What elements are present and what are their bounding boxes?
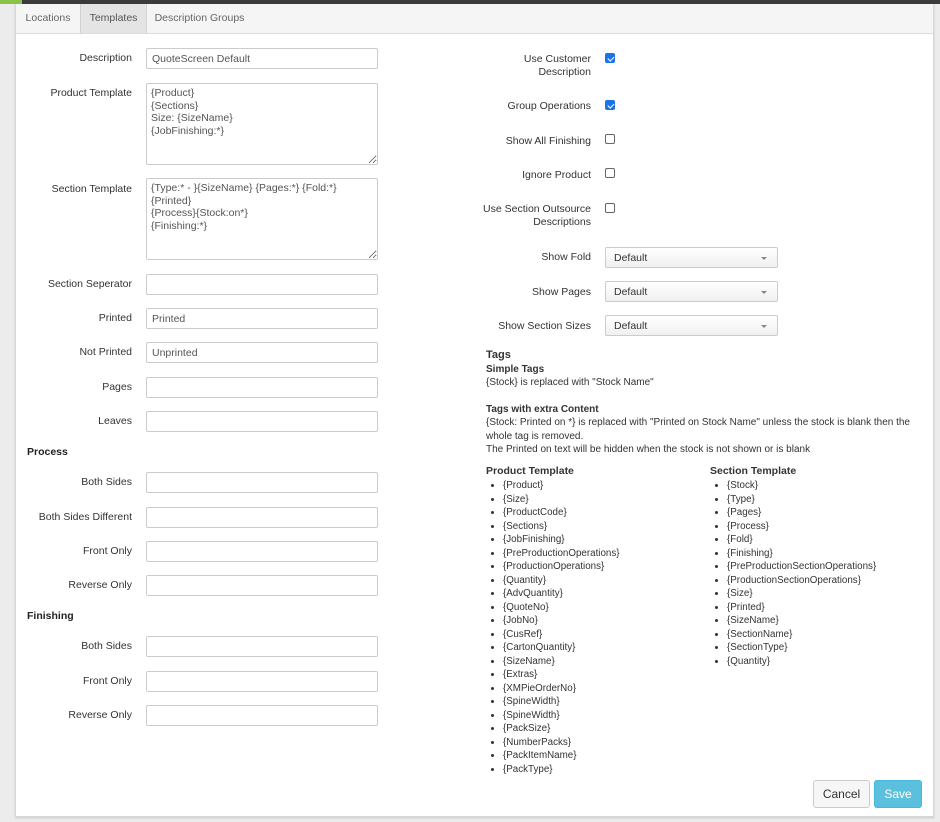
show-all-finishing-label: Show All Finishing (505, 135, 591, 147)
templates-panel (15, 4, 934, 817)
not-printed-label: Not Printed (79, 346, 132, 358)
process-both-sides-input[interactable] (146, 472, 378, 493)
finishing-both-sides-input[interactable] (146, 636, 378, 657)
group-operations-label: Group Operations (507, 100, 591, 112)
section-template-tags-title: Section Template (710, 465, 797, 477)
show-section-sizes-label: Show Section Sizes (498, 320, 591, 332)
show-fold-label: Show Fold (541, 251, 591, 263)
list-item: • {AdvQuantity} (503, 587, 620, 601)
list-item: • {JobNo} (503, 614, 620, 628)
simple-tags-title: Simple Tags (486, 363, 545, 375)
list-item: • {Pages} (727, 506, 876, 520)
process-heading: Process (27, 446, 68, 458)
list-item: • {Size} (727, 587, 876, 601)
finishing-front-only-input[interactable] (146, 671, 378, 692)
finishing-both-sides-label: Both Sides (81, 640, 132, 652)
product-tag-list (486, 479, 620, 776)
section-separator-label: Section Seperator (47, 278, 132, 290)
use-section-outsource-label-line2: Descriptions (533, 216, 591, 228)
finishing-reverse-only-label: Reverse Only (68, 709, 132, 721)
list-item: • {Quantity} (727, 655, 876, 669)
list-item: • {Stock} (727, 479, 876, 493)
product-template-tags-title: Product Template (486, 465, 574, 477)
chevron-down-icon (761, 257, 767, 260)
show-section-sizes-value: Default (614, 320, 648, 332)
list-item: • {ProductionOperations} (503, 560, 620, 574)
tab-templates[interactable]: Templates (80, 4, 147, 33)
list-item: • {Extras} (503, 668, 620, 682)
section-template-tags (710, 465, 876, 668)
printed-label: Printed (98, 312, 132, 324)
process-reverse-only-input[interactable] (146, 575, 378, 596)
use-customer-description-label-line1: Use Customer (523, 53, 591, 65)
chevron-down-icon (761, 325, 767, 328)
list-item: • {PreProductionOperations} (503, 547, 620, 561)
list-item: • {Printed} (727, 601, 876, 615)
process-reverse-only-label: Reverse Only (68, 579, 132, 591)
description-label: Description (79, 52, 132, 64)
list-item: • {Fold} (727, 533, 876, 547)
pages-label: Pages (102, 381, 132, 393)
show-pages-select[interactable] (605, 281, 778, 302)
chevron-down-icon (761, 291, 767, 294)
list-item: • {XMPieOrderNo} (503, 682, 620, 696)
list-item: • {NumberPacks} (503, 736, 620, 750)
list-item: • {ProductionSectionOperations} (727, 574, 876, 588)
process-both-sides-label: Both Sides (81, 476, 132, 488)
use-customer-description-checkbox[interactable] (605, 53, 615, 63)
section-template-label: Section Template (51, 183, 132, 195)
pages-input[interactable] (146, 377, 378, 398)
cancel-button[interactable]: Cancel (813, 780, 870, 808)
list-item: • {CusRef} (503, 628, 620, 642)
group-operations-checkbox[interactable] (605, 100, 615, 110)
list-item: • {PackSize} (503, 722, 620, 736)
extra-tags-text2: The Printed on text will be hidden when the stock is not shown or is blank (486, 444, 811, 455)
tab-locations[interactable]: Locations (25, 12, 71, 24)
list-item: • {Product} (503, 479, 620, 493)
list-item: • {SizeName} (727, 614, 876, 628)
not-printed-input[interactable] (146, 342, 378, 363)
tab-description-groups[interactable]: Description Groups (154, 12, 245, 24)
show-fold-value: Default (614, 252, 648, 264)
list-item: • {SectionType} (727, 641, 876, 655)
section-separator-input[interactable] (146, 274, 378, 295)
tags-help (486, 349, 916, 457)
section-tag-list (710, 479, 876, 668)
list-item: • {SectionName} (727, 628, 876, 642)
use-customer-description-label (456, 53, 591, 79)
leaves-input[interactable] (146, 411, 378, 432)
show-fold-select[interactable] (605, 247, 778, 268)
product-template-tags (486, 465, 620, 776)
ignore-product-label: Ignore Product (522, 169, 591, 181)
tab-bar (16, 4, 933, 34)
description-input[interactable] (146, 48, 378, 69)
finishing-heading: Finishing (27, 610, 74, 622)
product-template-label: Product Template (50, 87, 132, 99)
use-section-outsource-label (456, 203, 591, 229)
save-button[interactable]: Save (874, 780, 922, 808)
list-item: • {PreProductionSectionOperations} (727, 560, 876, 574)
extra-tags-text: {Stock: Printed on *} is replaced with "Printed on Stock Name" unless the stock is blank then the whole tag is removed. (486, 417, 910, 442)
list-item: • {JobFinishing} (503, 533, 620, 547)
show-section-sizes-select[interactable] (605, 315, 778, 336)
finishing-front-only-label: Front Only (82, 675, 132, 687)
list-item: • {ProductCode} (503, 506, 620, 520)
finishing-reverse-only-input[interactable] (146, 705, 378, 726)
list-item: • {Finishing} (727, 547, 876, 561)
list-item: • {Sections} (503, 520, 620, 534)
tags-title: Tags (486, 349, 511, 361)
list-item: • {Process} (727, 520, 876, 534)
list-item: • {PackItemName} (503, 749, 620, 763)
show-all-finishing-checkbox[interactable] (605, 134, 615, 144)
use-section-outsource-label-line1: Use Section Outsource (483, 203, 591, 215)
list-item: • {Type} (727, 493, 876, 507)
show-pages-value: Default (614, 286, 648, 298)
simple-tags-text: {Stock} is replaced with "Stock Name" (486, 377, 654, 388)
use-customer-description-label-line2: Description (538, 66, 591, 78)
list-item: • {SpineWidth} (503, 709, 620, 723)
process-front-only-input[interactable] (146, 541, 378, 562)
leaves-label: Leaves (98, 415, 132, 427)
list-item: • {Size} (503, 493, 620, 507)
section-template-textarea[interactable] (146, 178, 378, 260)
list-item: • {Quantity} (503, 574, 620, 588)
product-template-textarea[interactable] (146, 83, 378, 165)
ignore-product-checkbox[interactable] (605, 168, 615, 178)
show-pages-label: Show Pages (532, 286, 591, 298)
extra-tags-title: Tags with extra Content (486, 403, 599, 415)
process-both-sides-different-input[interactable] (146, 507, 378, 528)
list-item: • {QuoteNo} (503, 601, 620, 615)
process-both-sides-different-label: Both Sides Different (38, 511, 132, 523)
use-section-outsource-checkbox[interactable] (605, 203, 615, 213)
printed-input[interactable] (146, 308, 378, 329)
list-item: • {CartonQuantity} (503, 641, 620, 655)
process-front-only-label: Front Only (82, 545, 132, 557)
list-item: • {SpineWidth} (503, 695, 620, 709)
list-item: • {SizeName} (503, 655, 620, 669)
list-item: • {PackType} (503, 763, 620, 777)
